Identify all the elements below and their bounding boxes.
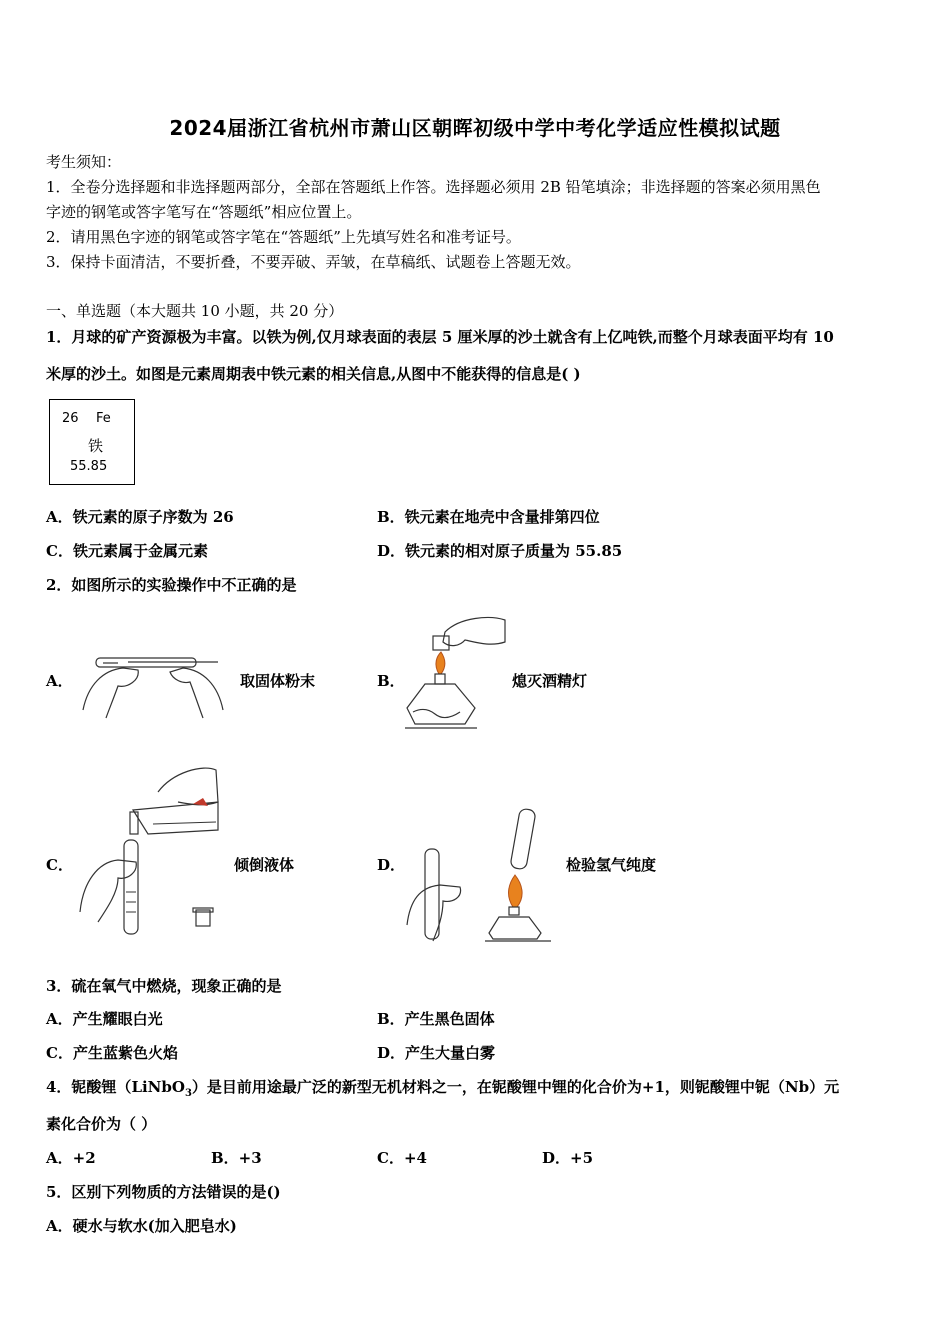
question-1-line-1: 1．月球的矿产资源极为丰富。以铁为例,仅月球表面的表层 5 厘米厚的沙土就含有上亿吨铁,而整个月球表面平均有 10 <box>46 328 834 346</box>
element-name: 铁 <box>88 437 104 455</box>
question-4-line-2: 素化合价为（ ） <box>46 1115 157 1133</box>
q2-option-d-label[interactable]: 检验氢气纯度 <box>566 856 657 874</box>
q1-option-a[interactable]: A．铁元素的原子序数为 26 <box>46 508 234 526</box>
question-2-stem: 2．如图所示的实验操作中不正确的是 <box>46 576 297 594</box>
q4-option-b[interactable]: B．+3 <box>211 1149 262 1167</box>
q3-option-a[interactable]: A．产生耀眼白光 <box>46 1010 163 1028</box>
q4-subscript: 3 <box>184 1088 192 1099</box>
question-1-line-2: 米厚的沙土。如图是元素周期表中铁元素的相关信息,从图中不能获得的信息是( ) <box>46 365 581 383</box>
q4-option-c[interactable]: C．+4 <box>377 1149 427 1167</box>
extinguish-lamp-illustration <box>405 612 515 730</box>
notice-item-1-line-1: 1．全卷分选择题和非选择题两部分，全部在答题纸上作答。选择题必须用 2B 铅笔填涂；非选择题的答案必须用黑色 <box>46 178 821 196</box>
notice-heading: 考生须知： <box>46 153 122 171</box>
q2-option-d-letter[interactable]: D． <box>377 856 406 874</box>
q2-option-b-letter[interactable]: B． <box>377 672 405 690</box>
question-5-stem: 5．区别下列物质的方法错误的是() <box>46 1183 281 1201</box>
q2-option-c-label[interactable]: 倾倒液体 <box>234 856 295 874</box>
element-card-iron <box>49 399 135 485</box>
notice-item-1-line-2: 字迹的钢笔或答字笔写在“答题纸”相应位置上。 <box>46 203 362 221</box>
q2-option-b-label[interactable]: 熄灭酒精灯 <box>512 672 588 690</box>
question-3-stem: 3．硫在氧气中燃烧，现象正确的是 <box>46 977 282 995</box>
q3-option-d[interactable]: D．产生大量白雾 <box>377 1044 496 1062</box>
q2-option-c-letter[interactable]: C． <box>46 856 73 874</box>
pour-liquid-illustration <box>78 762 228 938</box>
q4-text-before-subscript: 4．铌酸锂（LiNbO <box>46 1078 185 1096</box>
atomic-number: 26 <box>62 411 79 426</box>
q1-option-b[interactable]: B．铁元素在地壳中含量排第四位 <box>377 508 600 526</box>
atomic-mass: 55.85 <box>70 459 108 474</box>
q3-option-b[interactable]: B．产生黑色固体 <box>377 1010 495 1028</box>
q5-option-a[interactable]: A．硬水与软水(加入肥皂水) <box>46 1217 237 1235</box>
question-4-line-1 <box>46 1077 839 1104</box>
q2-option-a-label[interactable]: 取固体粉末 <box>240 672 316 690</box>
q4-option-d[interactable]: D．+5 <box>542 1149 594 1167</box>
section-heading: 一、单选题（本大题共 10 小题，共 20 分） <box>46 302 344 320</box>
notice-item-2: 2．请用黑色字迹的钢笔或答字笔在“答题纸”上先填写姓名和准考证号。 <box>46 228 521 246</box>
hydrogen-purity-test-illustration <box>405 805 555 945</box>
q2-option-a-letter[interactable]: A． <box>46 672 73 690</box>
notice-item-3: 3．保持卡面清洁，不要折叠，不要弄破、弄皱，在草稿纸、试题卷上答题无效。 <box>46 253 581 271</box>
q4-option-a[interactable]: A．+2 <box>46 1149 96 1167</box>
q1-option-c[interactable]: C．铁元素属于金属元素 <box>46 542 208 560</box>
page-title: 2024届浙江省杭州市萧山区朝晖初级中学中考化学适应性模拟试题 <box>169 116 781 140</box>
q4-text-after-subscript: ）是目前用途最广泛的新型无机材料之一，在铌酸锂中锂的化合价为+1，则铌酸锂中铌（Nb）元 <box>191 1078 840 1096</box>
q1-option-d[interactable]: D．铁元素的相对原子质量为 55.85 <box>377 542 623 560</box>
q3-option-c[interactable]: C．产生蓝紫色火焰 <box>46 1044 178 1062</box>
element-symbol: Fe <box>96 411 111 426</box>
powder-sampling-illustration <box>78 640 228 720</box>
